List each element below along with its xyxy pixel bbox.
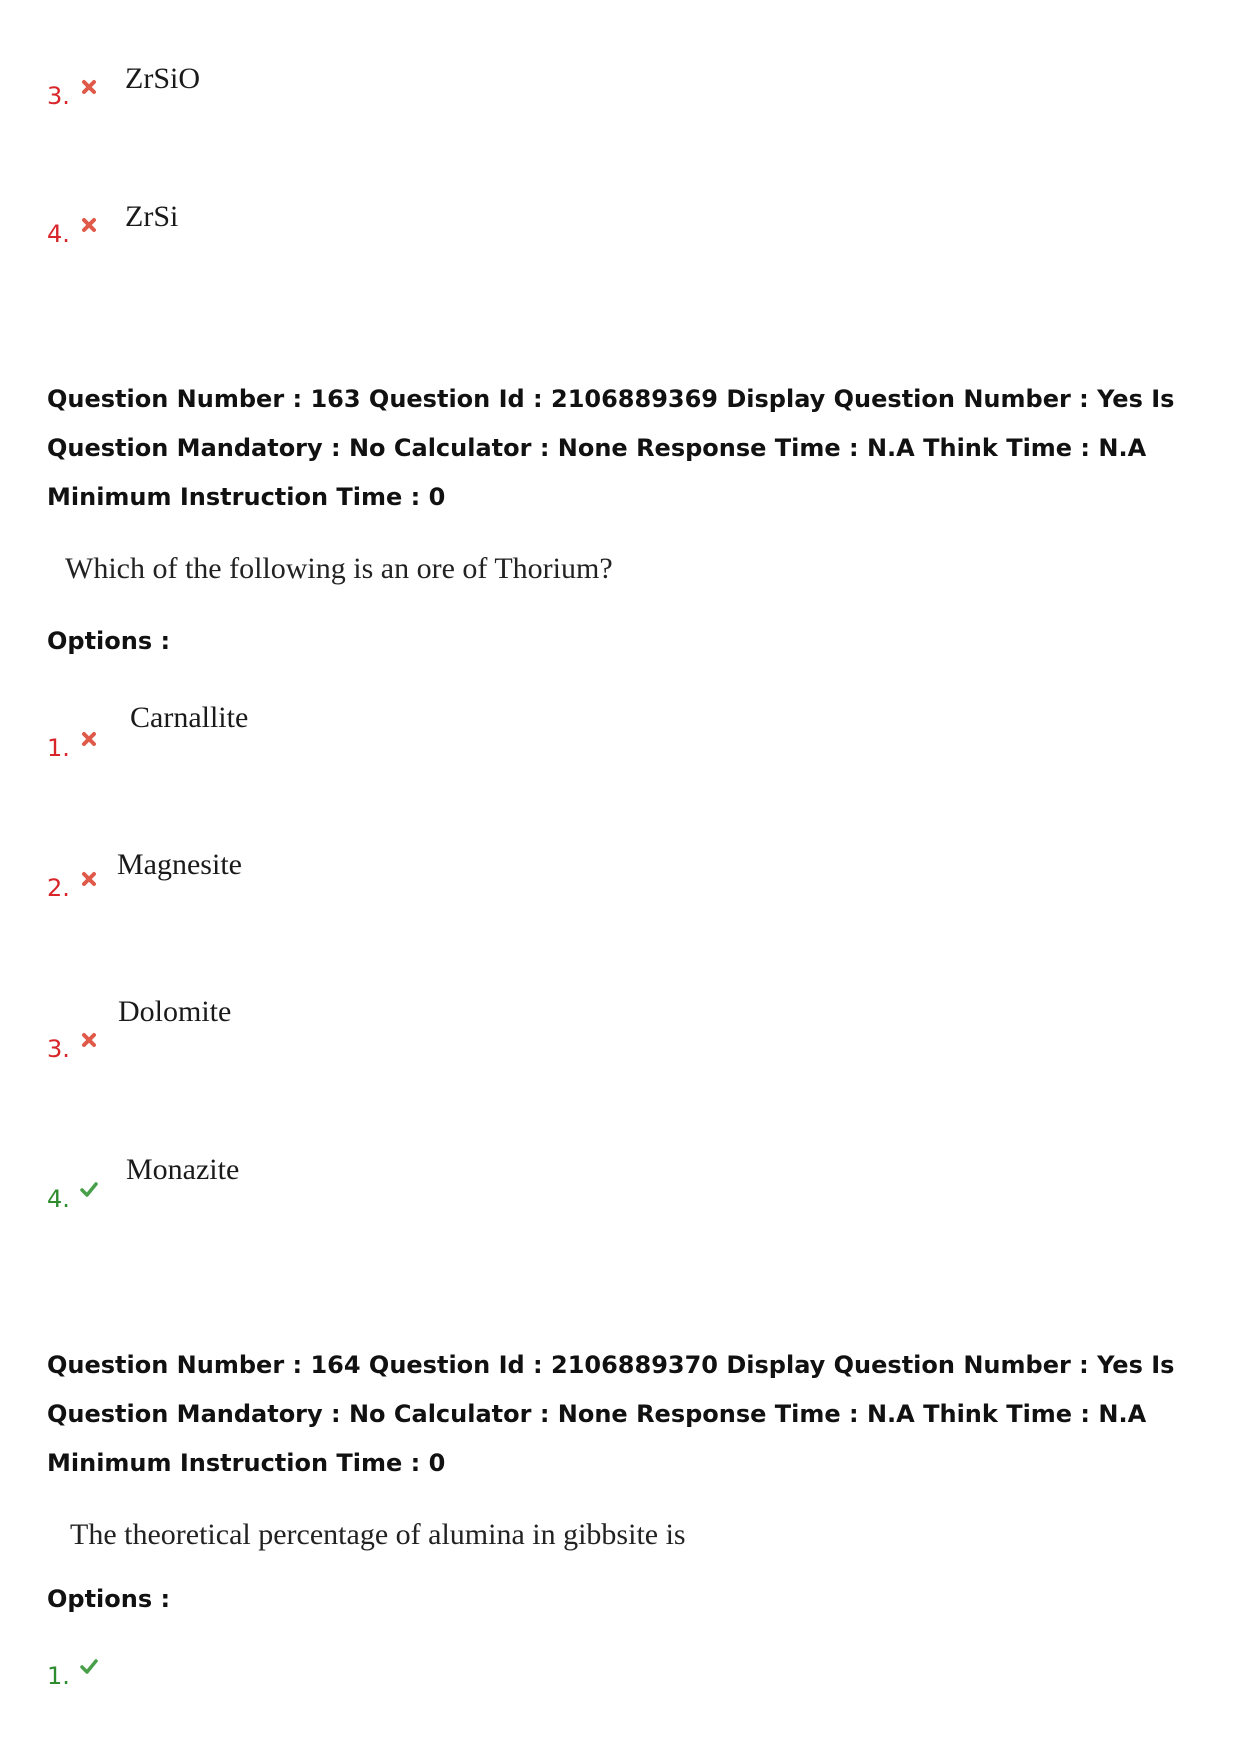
question-text: The theoretical percentage of alumina in gibbsite is [70,1518,686,1551]
option-text: Monazite [126,1153,240,1186]
check-icon [80,1658,98,1676]
option-number: 3. [47,1035,98,1063]
option-number: 2. [47,874,98,902]
option-number: 4. [47,1185,98,1213]
options-label: Options : [47,627,171,655]
option-number: 1. [47,1662,98,1690]
question-meta: Question Number : 164 Question Id : 2106889370 Display Question Number : Yes Is Question Mandatory : No Calculator : None Response Time : N.A Think Time : N.A Minimum Instruction Time : 0 [47,1351,1175,1477]
cross-icon [80,78,98,96]
cross-icon [80,730,98,748]
cross-icon [80,870,98,888]
option-number: 3. [47,82,98,110]
check-icon [80,1181,98,1199]
option-text: ZrSiO [125,62,200,95]
question-meta: Question Number : 163 Question Id : 2106889369 Display Question Number : Yes Is Question Mandatory : No Calculator : None Response Time : N.A Think Time : N.A Minimum Instruction Time : 0 [47,385,1175,511]
options-label: Options : [47,1585,171,1613]
question-text: Which of the following is an ore of Thorium? [65,552,613,585]
option-number: 1. [47,734,98,762]
option-text: Dolomite [118,995,232,1028]
cross-icon [80,1031,98,1049]
option-text: ZrSi [125,200,179,233]
option-number: 4. [47,220,98,248]
option-text: Magnesite [117,848,242,881]
option-text: Carnallite [130,701,249,734]
cross-icon [80,216,98,234]
